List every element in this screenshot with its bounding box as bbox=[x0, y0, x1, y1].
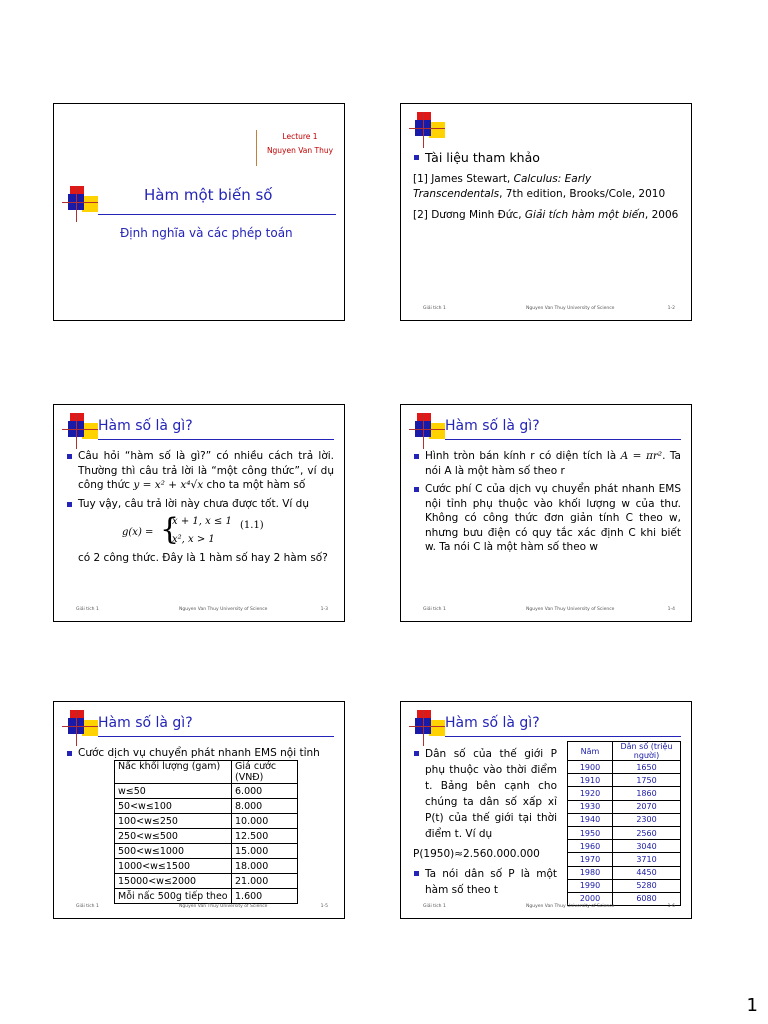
question-text: có 2 công thức. Đây là 1 hàm số hay 2 hàm số? bbox=[78, 552, 328, 564]
slide-5 bbox=[53, 701, 345, 919]
population-table bbox=[567, 741, 681, 906]
table-cell: 3710 bbox=[613, 853, 681, 866]
header-divider bbox=[256, 130, 257, 166]
table-row bbox=[115, 859, 298, 874]
table-cell: 6080 bbox=[613, 892, 681, 905]
table-cell: 250<w≤500 bbox=[115, 829, 232, 844]
table-row bbox=[568, 866, 681, 879]
example-text: P(1950)≈2.560.000.000 bbox=[413, 848, 540, 860]
logo-decoration bbox=[62, 710, 98, 746]
table-row bbox=[115, 799, 298, 814]
table-row bbox=[568, 774, 681, 787]
slide-1 bbox=[53, 103, 345, 321]
slide-title: Hàm một biến số bbox=[144, 186, 273, 204]
table-header-row bbox=[115, 761, 298, 784]
table-cell: 2000 bbox=[568, 892, 613, 905]
title-rule bbox=[98, 214, 336, 215]
slide-footer: Giải tích 1 Nguyen Van Thuy University of Science 1-4 bbox=[423, 607, 675, 612]
table-cell: 1980 bbox=[568, 866, 613, 879]
logo-decoration bbox=[409, 710, 445, 746]
bullet-1: Câu hỏi “hàm số là gì?” có nhiều cách trả lời. Thường thì câu trả lời là “một công thức”, ví dụ công thức y = x² + x⁴√x cho ta một hàm số bbox=[66, 449, 334, 493]
slide-footer: Giải tích 1 Nguyen Van Thuy University of Science 1-3 bbox=[76, 607, 328, 612]
slide-title: Hàm số là gì? bbox=[98, 418, 193, 434]
table-cell: 4450 bbox=[613, 866, 681, 879]
author-label: Nguyen Van Thuy bbox=[266, 146, 334, 155]
table-cell: 8.000 bbox=[232, 799, 298, 814]
slide-title: Hàm số là gì? bbox=[445, 418, 540, 434]
table-header-row bbox=[568, 742, 681, 761]
table-cell: 1750 bbox=[613, 774, 681, 787]
table-header-cell: Dân số (triệu người) bbox=[613, 742, 681, 761]
reference-2: [2] Dương Minh Đức, Giải tích hàm một biến, 2006 bbox=[413, 209, 679, 221]
slide-footer: Giải tích 1 Nguyen Van Thuy University of Science 1-5 bbox=[76, 904, 328, 909]
bullet-2: Tuy vậy, câu trả lời này chưa được tốt. Ví dụ bbox=[66, 497, 334, 512]
table-header-cell: Nấc khối lượng (gam) bbox=[115, 761, 232, 784]
table-cell: 2300 bbox=[613, 813, 681, 826]
table-row bbox=[568, 853, 681, 866]
table-cell: w≤50 bbox=[115, 784, 232, 799]
table-row bbox=[115, 889, 298, 904]
slide-2 bbox=[400, 103, 692, 321]
table-row bbox=[568, 787, 681, 800]
ems-price-table bbox=[114, 760, 298, 904]
page-number: 1 bbox=[746, 995, 758, 1016]
table-cell: 1930 bbox=[568, 800, 613, 813]
table-row bbox=[115, 874, 298, 889]
table-row bbox=[568, 800, 681, 813]
table-cell: 1900 bbox=[568, 761, 613, 774]
logo-decoration bbox=[62, 413, 98, 449]
slide-title: Hàm số là gì? bbox=[445, 715, 540, 731]
title-rule bbox=[98, 439, 334, 440]
table-cell: 1960 bbox=[568, 840, 613, 853]
table-cell: 15.000 bbox=[232, 844, 298, 859]
table-cell: 1650 bbox=[613, 761, 681, 774]
table-cell: 10.000 bbox=[232, 814, 298, 829]
bullet-1: Hình tròn bán kính r có diện tích là A = πr². Ta nói A là một hàm số theo r bbox=[413, 449, 681, 478]
table-cell: 15000<w≤2000 bbox=[115, 874, 232, 889]
bullet-2: Cước phí C của dịch vụ chuyển phát nhanh EMS nội tỉnh phụ thuộc vào khối lượng w của thư. Không có công thức đơn giản tính C theo w, nhưng bưu điện có quy tắc xác định C khi biết w. Ta nói C là một hàm số theo w bbox=[413, 482, 681, 555]
table-row bbox=[568, 761, 681, 774]
table-cell: 12.500 bbox=[232, 829, 298, 844]
table-cell: 5280 bbox=[613, 879, 681, 892]
references-heading: Tài liệu tham khảo bbox=[413, 150, 681, 166]
reference-1: [1] James Stewart, Calculus: Early Transcendentals, 7th edition, Brooks/Cole, 2010 bbox=[413, 173, 666, 200]
title-rule bbox=[98, 736, 334, 737]
table-cell: 1920 bbox=[568, 787, 613, 800]
table-cell: 500<w≤1000 bbox=[115, 844, 232, 859]
table-cell: 1860 bbox=[613, 787, 681, 800]
logo-decoration bbox=[409, 112, 445, 148]
slide-subtitle: Định nghĩa và các phép toán bbox=[120, 226, 293, 240]
slide-footer: Giải tích 1 Nguyen Van Thuy University of Science 1-6 bbox=[423, 904, 675, 909]
table-header-cell: Giá cước (VNĐ) bbox=[232, 761, 298, 784]
table-cell: 2070 bbox=[613, 800, 681, 813]
table-cell: 1000<w≤1500 bbox=[115, 859, 232, 874]
table-cell: 18.000 bbox=[232, 859, 298, 874]
table-cell: 1990 bbox=[568, 879, 613, 892]
logo-decoration bbox=[409, 413, 445, 449]
table-cell: 1910 bbox=[568, 774, 613, 787]
table-cell: 1940 bbox=[568, 813, 613, 826]
table-header-cell: Năm bbox=[568, 742, 613, 761]
title-rule bbox=[445, 736, 681, 737]
table-row bbox=[568, 826, 681, 839]
table-row bbox=[115, 784, 298, 799]
table-cell: 100<w≤250 bbox=[115, 814, 232, 829]
slide-footer: Giải tích 1 Nguyen Van Thuy University of Science 1-2 bbox=[423, 306, 675, 311]
table-cell: 1970 bbox=[568, 853, 613, 866]
slide-4 bbox=[400, 404, 692, 622]
bullet-1: Dân số của thế giới P phụ thuộc vào thời điểm t. Bảng bên cạnh cho chúng ta dân số xấp xỉ P(t) của thế giới tại thời điểm t. Ví dụ bbox=[413, 746, 557, 842]
table-cell: Mỗi nấc 500g tiếp theo bbox=[115, 889, 232, 904]
table-row bbox=[568, 813, 681, 826]
bullet-1: Cước dịch vụ chuyển phát nhanh EMS nội tỉnh bbox=[66, 746, 334, 761]
table-row bbox=[115, 844, 298, 859]
lecture-label: Lecture 1 bbox=[282, 132, 318, 141]
table-cell: 3040 bbox=[613, 840, 681, 853]
slide-6 bbox=[400, 701, 692, 919]
logo-decoration bbox=[62, 186, 98, 222]
table-cell: 2560 bbox=[613, 826, 681, 839]
table-row bbox=[568, 879, 681, 892]
bullet-2: Ta nói dân số P là một hàm số theo t bbox=[413, 866, 557, 898]
slide-title: Hàm số là gì? bbox=[98, 715, 193, 731]
slide-3 bbox=[53, 404, 345, 622]
table-row bbox=[115, 829, 298, 844]
piecewise-formula: g(x) = { x + 1, x ≤ 1 x², x > 1 (1.1) bbox=[122, 512, 264, 547]
table-row bbox=[115, 814, 298, 829]
table-row bbox=[568, 840, 681, 853]
table-cell: 6.000 bbox=[232, 784, 298, 799]
table-cell: 1.600 bbox=[232, 889, 298, 904]
table-cell: 50<w≤100 bbox=[115, 799, 232, 814]
table-cell: 1950 bbox=[568, 826, 613, 839]
title-rule bbox=[445, 439, 681, 440]
table-cell: 21.000 bbox=[232, 874, 298, 889]
